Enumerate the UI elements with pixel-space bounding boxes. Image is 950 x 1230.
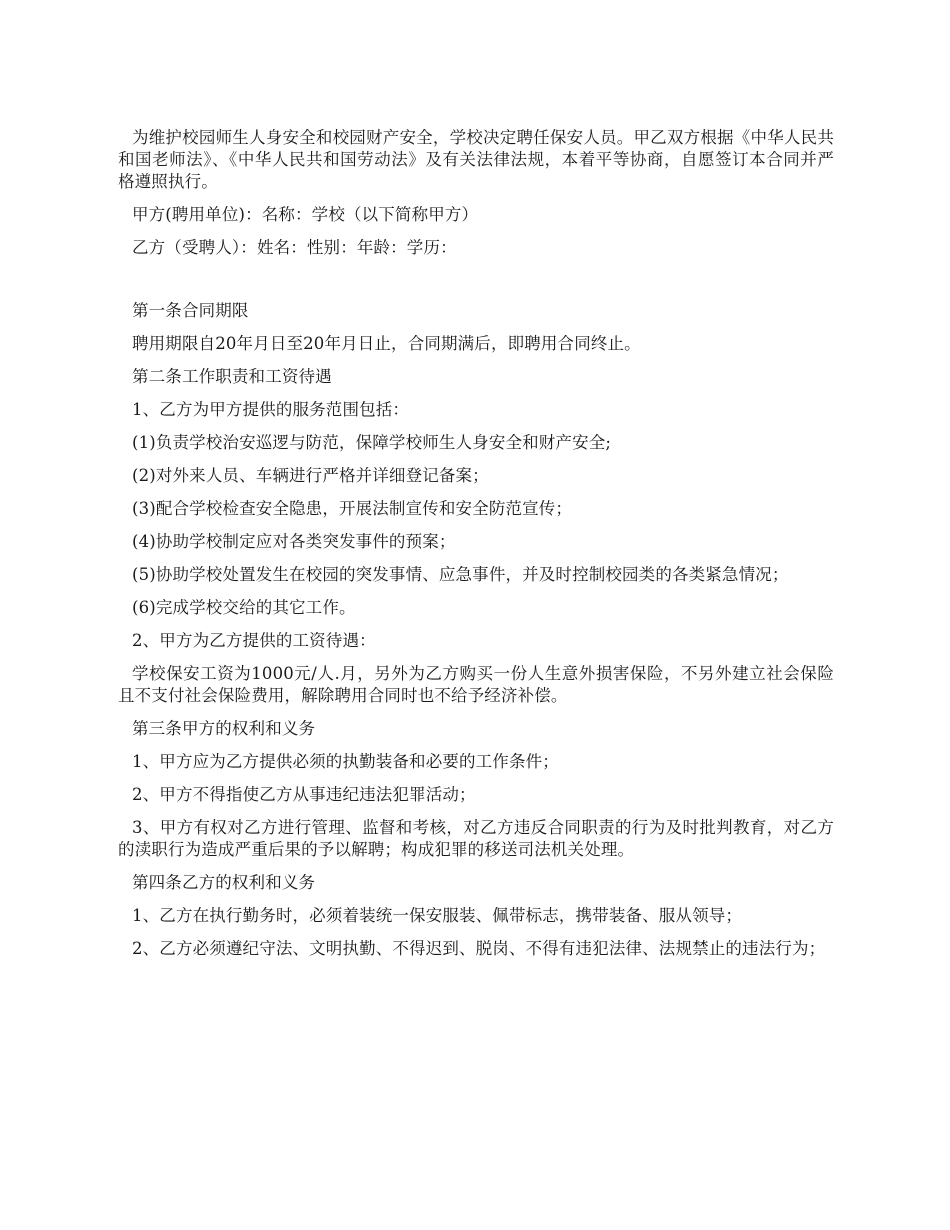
article4-item: 1、乙方在执行勤务时，必须着装统一保安服装、佩带标志，携带装备、服从领导； <box>132 906 743 925</box>
duty-item: (2)对外来人员、车辆进行严格并详细登记备案； <box>132 466 489 485</box>
article3-item: 2、甲方不得指使乙方从事违纪违法犯罪活动； <box>132 785 476 804</box>
article1-text: 聘用期限自20年月日至20年月日止，合同期满后，即聘用合同终止。 <box>132 334 641 353</box>
party-a-line: 甲方(聘用单位)：名称：学校（以下简称甲方） <box>132 205 479 224</box>
duty-item: (1)负责学校治安巡逻与防范，保障学校师生人身安全和财产安全; <box>132 433 612 452</box>
duty-item: (4)协助学校制定应对各类突发事件的预案； <box>132 532 456 551</box>
article1-title: 第一条合同期限 <box>132 301 249 320</box>
article2-scope-title: 1、乙方为甲方提供的服务范围包括： <box>132 400 410 419</box>
section-gap <box>118 270 834 300</box>
duty-item: (3)配合学校检查安全隐患，开展法制宣传和安全防范宣传； <box>132 499 573 518</box>
duty-item: (6)完成学校交给的其它工作。 <box>132 598 356 617</box>
contract-body <box>118 127 834 971</box>
party-b-line: 乙方（受聘人）：姓名：性别：年龄：学历： <box>132 238 457 257</box>
intro-paragraph: 为维护校园师生人身安全和校园财产安全，学校决定聘任保安人员。甲乙双方根据《中华人民共和国老师法》、《中华人民共和国劳动法》及有关法律法规，本着平等协商，自愿签订本合同并严格遵照执行。 <box>118 128 834 191</box>
article4-title: 第四条乙方的权利和义务 <box>132 873 316 892</box>
article2-pay-text: 学校保安工资为1000元/人.月，另外为乙方购买一份人生意外损害保险，不另外建立社会保险且不支付社会保险费用，解除聘用合同时也不给予经济补偿。 <box>118 664 834 705</box>
article3-title: 第三条甲方的权利和义务 <box>132 719 316 738</box>
article3-item: 3、甲方有权对乙方进行管理、监督和考核，对乙方违反合同职责的行为及时批判教育，对乙方的渎职行为造成严重后果的予以解聘；构成犯罪的移送司法机关处理。 <box>118 818 834 859</box>
article4-item: 2、乙方必须遵纪守法、文明执勤、不得迟到、脱岗、不得有违犯法律、法规禁止的违法行为； <box>132 939 826 958</box>
duty-item: (5)协助学校处置发生在校园的突发事情、应急事件，并及时控制校园类的各类紧急情况； <box>132 565 789 584</box>
article3-item: 1、甲方应为乙方提供必须的执勤装备和必要的工作条件； <box>132 752 559 771</box>
article2-title: 第二条工作职责和工资待遇 <box>132 367 332 386</box>
article2-pay-title: 2、甲方为乙方提供的工资待遇： <box>132 631 376 650</box>
